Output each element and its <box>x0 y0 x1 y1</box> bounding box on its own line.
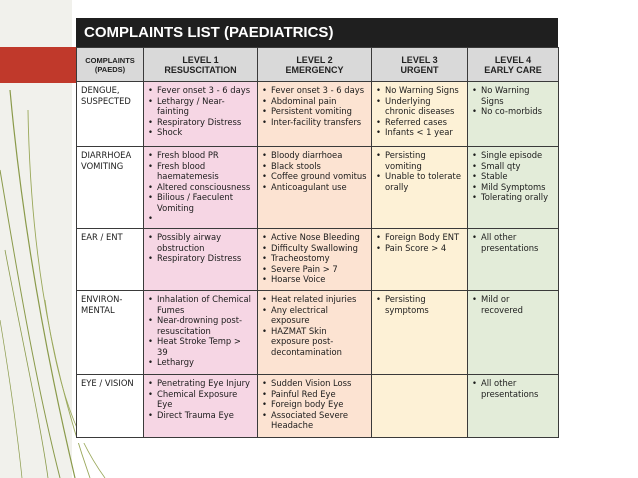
level4-cell <box>468 375 559 438</box>
list-item: • Coffee ground vomitus <box>262 171 367 182</box>
list-item: • Severe Pain > 7 <box>262 264 367 275</box>
level1-cell <box>144 82 258 147</box>
level2-cell <box>258 147 372 229</box>
complaints-table-container <box>76 18 558 443</box>
list-item: • Fresh blood PR <box>148 150 253 161</box>
list-item: • No Warning Signs <box>472 85 554 106</box>
complaint-line: EAR / ENT <box>81 232 123 242</box>
list-item: • Fever onset 3 - 6 days <box>148 85 253 96</box>
list-item: • Persisting vomiting <box>376 150 463 171</box>
header-level2 <box>258 48 372 82</box>
header-level4 <box>468 48 559 82</box>
header-level2-line2: EMERGENCY <box>285 64 344 75</box>
list-item: • Heat Stroke Temp > 39 <box>148 336 253 357</box>
header-level3-line2: URGENT <box>400 64 439 75</box>
list-item: • Altered consciousness <box>148 182 253 193</box>
level1-cell <box>144 291 258 375</box>
list-item: • Inhalation of Chemical Fumes <box>148 294 253 315</box>
complaint-cell <box>77 291 144 375</box>
table-row <box>77 291 559 375</box>
level2-cell <box>258 82 372 147</box>
list-item: • Respiratory Distress <box>148 117 253 128</box>
header-complaints-line2: (PAEDS) <box>94 64 126 74</box>
complaint-cell <box>77 147 144 229</box>
list-item: • All other presentations <box>472 378 554 399</box>
list-item: • Anticoagulant use <box>262 182 367 193</box>
complaint-line: VOMITING <box>81 160 124 171</box>
list-item: • Any electrical exposure <box>262 305 367 326</box>
list-item: • Respiratory Distress <box>148 253 253 264</box>
list-item: • HAZMAT Skin exposure post-decontamination <box>262 326 367 358</box>
list-item: • Shock <box>148 127 253 138</box>
list-item: • Tolerating orally <box>472 192 554 203</box>
table-row <box>77 82 559 147</box>
complaint-line: DENGUE, <box>81 85 120 95</box>
header-level1-line1: LEVEL 1 <box>182 54 219 65</box>
header-level3-line1: LEVEL 3 <box>401 54 438 65</box>
level4-cell <box>468 229 559 291</box>
level1-cell <box>144 229 258 291</box>
header-level4-line2: EARLY CARE <box>484 64 542 75</box>
level2-cell <box>258 229 372 291</box>
list-item: • Persistent vomiting <box>262 106 367 117</box>
list-item: • Penetrating Eye Injury <box>148 378 253 389</box>
list-item: • Foreign body Eye <box>262 399 367 410</box>
list-item: • Single episode <box>472 150 554 161</box>
list-item: • Difficulty Swallowing <box>262 243 367 254</box>
list-item: • Near-drowning post-resuscitation <box>148 315 253 336</box>
list-item: • All other presentations <box>472 232 554 253</box>
list-item: • Black stools <box>262 161 367 172</box>
table-title: COMPLAINTS LIST (PAEDIATRICS) <box>76 18 558 47</box>
list-item: • Infants < 1 year <box>376 127 463 138</box>
list-item: • Hoarse Voice <box>262 274 367 285</box>
header-level1 <box>144 48 258 82</box>
complaint-line: SUSPECTED <box>81 95 131 106</box>
header-complaints-line1: COMPLAINTS <box>85 55 135 65</box>
list-item: • Painful Red Eye <box>262 389 367 400</box>
list-item: • Persisting symptoms <box>376 294 463 315</box>
table-row <box>77 229 559 291</box>
level1-cell <box>144 375 258 438</box>
level2-cell <box>258 375 372 438</box>
list-item: • Stable <box>472 171 554 182</box>
header-level2-line1: LEVEL 2 <box>296 54 333 65</box>
list-item: • Mild or recovered <box>472 294 554 315</box>
list-item: • Chemical Exposure Eye <box>148 389 253 410</box>
complaints-table <box>76 47 559 438</box>
level2-cell <box>258 291 372 375</box>
complaint-cell <box>77 82 144 147</box>
list-item: • Underlying chronic diseases <box>376 96 463 117</box>
list-item: • Heat related injuries <box>262 294 367 305</box>
list-item: • Small qty <box>472 161 554 172</box>
list-item: • Referred cases <box>376 117 463 128</box>
list-item: • No co-morbids <box>472 106 554 117</box>
list-item: • Abdominal pain <box>262 96 367 107</box>
list-item: • Bilious / Faeculent Vomiting <box>148 192 253 213</box>
complaint-cell <box>77 229 144 291</box>
complaint-line: DIARRHOEA <box>81 150 132 160</box>
list-item: • Active Nose Bleeding <box>262 232 367 243</box>
list-item: • Pain Score > 4 <box>376 243 463 254</box>
list-item: • Inter-facility transfers <box>262 117 367 128</box>
level3-cell <box>372 291 468 375</box>
level4-cell <box>468 82 559 147</box>
list-item: • No Warning Signs <box>376 85 463 96</box>
list-item: • Tracheostomy <box>262 253 367 264</box>
level3-cell-empty <box>372 375 468 438</box>
list-item: • Mild Symptoms <box>472 182 554 193</box>
level4-cell <box>468 147 559 229</box>
list-item: • Fresh blood haematemesis <box>148 161 253 182</box>
table-row <box>77 375 559 438</box>
header-level1-line2: RESUSCITATION <box>164 64 237 75</box>
list-item: • Associated Severe Headache <box>262 410 367 431</box>
list-item: • Direct Trauma Eye <box>148 410 253 421</box>
complaint-cell <box>77 375 144 438</box>
complaint-line: ENVIRON- <box>81 294 123 304</box>
list-item: • Fever onset 3 - 6 days <box>262 85 367 96</box>
list-item: • Possibly airway obstruction <box>148 232 253 253</box>
complaint-line: MENTAL <box>81 304 115 315</box>
list-item: • Lethargy <box>148 357 253 368</box>
level3-cell <box>372 82 468 147</box>
list-item: • Foreign Body ENT <box>376 232 463 243</box>
level3-cell <box>372 229 468 291</box>
table-row <box>77 147 559 229</box>
level1-cell <box>144 147 258 229</box>
header-level3 <box>372 48 468 82</box>
list-item: • Bloody diarrhoea <box>262 150 367 161</box>
level3-cell <box>372 147 468 229</box>
complaint-line: EYE / VISION <box>81 378 134 388</box>
header-level4-line1: LEVEL 4 <box>494 54 532 65</box>
list-item: • Unable to tolerate orally <box>376 171 463 192</box>
level4-cell <box>468 291 559 375</box>
header-complaints <box>77 48 144 82</box>
list-item: • Sudden Vision Loss <box>262 378 367 389</box>
list-item: • Lethargy / Near-fainting <box>148 96 253 117</box>
